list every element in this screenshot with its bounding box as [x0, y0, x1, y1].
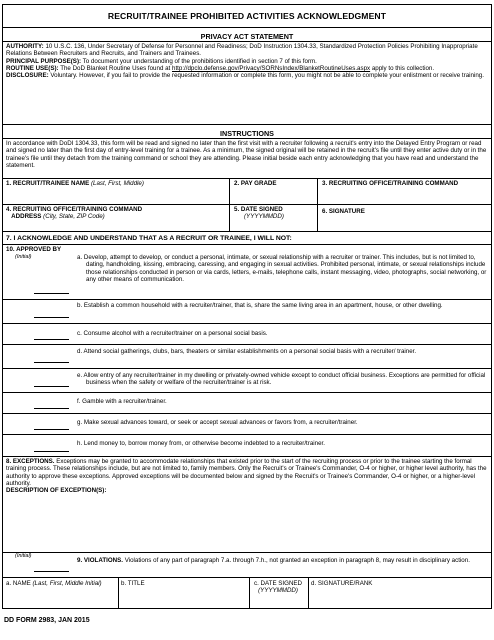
approver-name-field[interactable] — [5, 589, 115, 607]
divider — [3, 231, 491, 232]
instructions-header: INSTRUCTIONS — [220, 129, 274, 138]
item-d-text: d. Attend social gatherings, clubs, bars, theaters or similar establishments on a personal social basis with a recruiter/ trainer. — [77, 348, 417, 355]
section-9-label: 9. VIOLATIONS. — [77, 557, 123, 564]
routine-use-text-after: apply to this collection. — [371, 65, 435, 73]
item-f-text: f. Gamble with a recruiter/trainer. — [77, 398, 167, 405]
pay-grade-field[interactable] — [231, 189, 315, 203]
divider — [118, 577, 119, 608]
exceptions-description-field[interactable] — [5, 505, 489, 550]
divider — [3, 124, 491, 125]
section-9-text: 9. VIOLATIONS. Violations of any part of paragraph 7.a. through 7.h., not granted an exception in paragraph 8, may result in disciplinary action. — [77, 557, 470, 564]
signature-field[interactable] — [319, 217, 489, 230]
item-f-initial-line[interactable] — [34, 408, 69, 409]
item-e-text: e. Allow entry of any recruiter/trainer in my dwelling or privately-owned vehicle except to conduct official business. Exceptions are permitted for official business when the safety or welfare of the recruiter/trainer is at risk. — [77, 372, 486, 387]
divider — [3, 27, 491, 28]
divider — [3, 344, 491, 345]
divider — [3, 368, 491, 369]
date-signed-field[interactable] — [231, 221, 315, 230]
approver-title-field[interactable] — [120, 589, 246, 607]
field-1-label: 1. RECRUIT/TRAINEE NAME (Last, First, Middle) — [6, 180, 144, 187]
approver-date-field[interactable] — [251, 597, 306, 607]
field-6-label: 6. SIGNATURE — [322, 208, 365, 215]
section-10-label: 10. APPROVED BY — [6, 246, 62, 253]
disclosure-text: Voluntary. However, if you fail to provide the requested information or complete this form, you might not be able to complete your enlistment or receive training. — [50, 72, 484, 80]
description-of-exceptions-label: DESCRIPTION OF EXCEPTION(S): — [6, 487, 107, 495]
divider — [3, 413, 491, 414]
divider — [3, 178, 491, 179]
divider — [249, 577, 250, 608]
item-h-initial-line[interactable] — [34, 451, 69, 452]
approver-date-label: c. DATE SIGNED (YYYYMMDD) — [254, 580, 303, 595]
item-c-text: c. Consume alcohol with a recruiter/trainer on a personal social basis. — [77, 330, 268, 337]
divider — [3, 456, 491, 457]
initial-hint: (Initial) — [15, 553, 32, 559]
form-border — [2, 4, 492, 609]
purpose-label: PRINCIPAL PURPOSE(S): — [6, 57, 82, 65]
approver-name-label: a. NAME (Last, First, Middle Initial) — [6, 580, 102, 587]
item-e-initial-line[interactable] — [34, 386, 69, 387]
privacy-act-body — [6, 43, 488, 80]
field-3-label: 3. RECRUITING OFFICE/TRAINING COMMAND — [322, 180, 459, 187]
disclosure-label: DISCLOSURE: — [6, 72, 49, 80]
field-2-label: 2. PAY GRADE — [234, 180, 277, 187]
address-field[interactable] — [5, 221, 227, 230]
section-9-initial-line[interactable] — [34, 571, 69, 572]
item-d-initial-line[interactable] — [34, 362, 69, 363]
approver-signature-label: d. SIGNATURE/RANK — [311, 580, 373, 587]
section-8-text: 8. EXCEPTIONS. Exceptions may be granted to accommodate relationships that existed prior to the start of the recruiting process or prior to the trainee starting the formal training process. These relationships include, but are not limited to, family members. Only the Recruit's or Trainee's Commander, O-4 or higher, or higher level authority, has the authority to approve these exceptions. Approved exceptions will be documented below and signed by the Recruit's or Trainee's Commander, O-4 or higher, or a higher-level authority. DESCRIPTION OF EXCEPTION(S): — [6, 458, 487, 495]
divider — [3, 204, 491, 205]
item-h-text: h. Lend money to, borrow money from, or otherwise become indebted to a recruiter/trainer. — [77, 440, 325, 447]
instructions-text: In accordance with DoDI 1304.33, this form will be read and signed no later than the first visit with a recruiter following a recruit's entry into the Delayed Entry Program or read and signed no later than the first day of entry-level training for a trainee. As a minimum, the signed original will be retained in the recruit's file until they enter active duty or in the trainee's file until they detach from the training command or school they are attending. Please initial beside each entry acknowledging that you have read and understand the statement. — [6, 140, 487, 170]
item-b-text: b. Establish a common household with a recruiter/trainer, that is, share the same living area in an apartment, house, or other dwelling. — [77, 302, 443, 309]
section-8-label: 8. EXCEPTIONS. — [6, 458, 55, 465]
divider — [3, 244, 491, 245]
recruit-name-field[interactable] — [5, 189, 227, 203]
purpose-text: To document your understanding of the prohibitions identified in section 7 of this form. — [82, 57, 317, 65]
item-b-initial-line[interactable] — [34, 317, 69, 318]
divider — [3, 138, 491, 139]
divider — [3, 392, 491, 393]
initial-hint: (Initial) — [15, 254, 32, 260]
item-a-initial-line[interactable] — [34, 293, 69, 294]
item-a-text: a. Develop, attempt to develop, or conduct a personal, intimate, or sexual relationship with a recruiter or trainer. This includes, but is not limited to, dating, handholding, kissing, embracing, caressing, and engaging in sexual activities. Prohibited personal, intimate, or sexual relationships include those relationships conducted in person or via cards, letters, e-mails, telephone calls, instant messaging, video, photographs, social networking, or any other means of communication. — [77, 254, 487, 283]
divider — [3, 323, 491, 324]
authority-label: AUTHORITY: — [6, 43, 44, 50]
section-7-header: 7. I ACKNOWLEDGE AND UNDERSTAND THAT AS A RECRUIT OR TRAINEE, I WILL NOT: — [6, 235, 292, 242]
form-title: RECRUIT/TRAINEE PROHIBITED ACTIVITIES ACKNOWLEDGMENT — [107, 11, 387, 21]
privacy-act-header: PRIVACY ACT STATEMENT — [200, 32, 294, 41]
field-5-label: 5. DATE SIGNED (YYYYMMDD) — [234, 206, 284, 221]
routine-use-text: The DoD Blanket Routine Uses found at — [60, 65, 171, 73]
divider — [3, 577, 491, 578]
item-g-text: g. Make sexual advances toward, or seek or accept sexual advances or favors from, a recruiter/trainer. — [77, 419, 358, 426]
routine-use-label: ROUTINE USE(S): — [6, 65, 59, 73]
recruiting-office-field[interactable] — [319, 189, 489, 203]
approver-title-label: b. TITLE — [121, 580, 145, 587]
routine-uses-link[interactable]: http://dpclo.defense.gov/Privacy/SORNsIndex/BlanketRoutineUses.aspx — [172, 65, 371, 73]
divider — [3, 41, 491, 42]
divider — [3, 434, 491, 435]
authority-text: 10 U.S.C. 136, Under Secretary of Defense for Personnel and Readiness; DoD Instruction 1304.33, Standardized Protection Policies Prohibiting Inappropriate Relations Between Recruiters and Recruits, and Trainers and Trainees. — [6, 43, 478, 58]
form-footer: DD FORM 2983, JAN 2015 — [4, 617, 90, 624]
item-c-initial-line[interactable] — [34, 339, 69, 340]
divider — [3, 552, 491, 553]
approver-signature-field[interactable] — [310, 589, 489, 607]
divider — [3, 299, 491, 300]
item-g-initial-line[interactable] — [34, 429, 69, 430]
field-4-label: 4. RECRUITING OFFICE/TRAINING COMMAND ADDRESS (City, State, ZIP Code) — [6, 206, 143, 221]
divider — [308, 577, 309, 608]
